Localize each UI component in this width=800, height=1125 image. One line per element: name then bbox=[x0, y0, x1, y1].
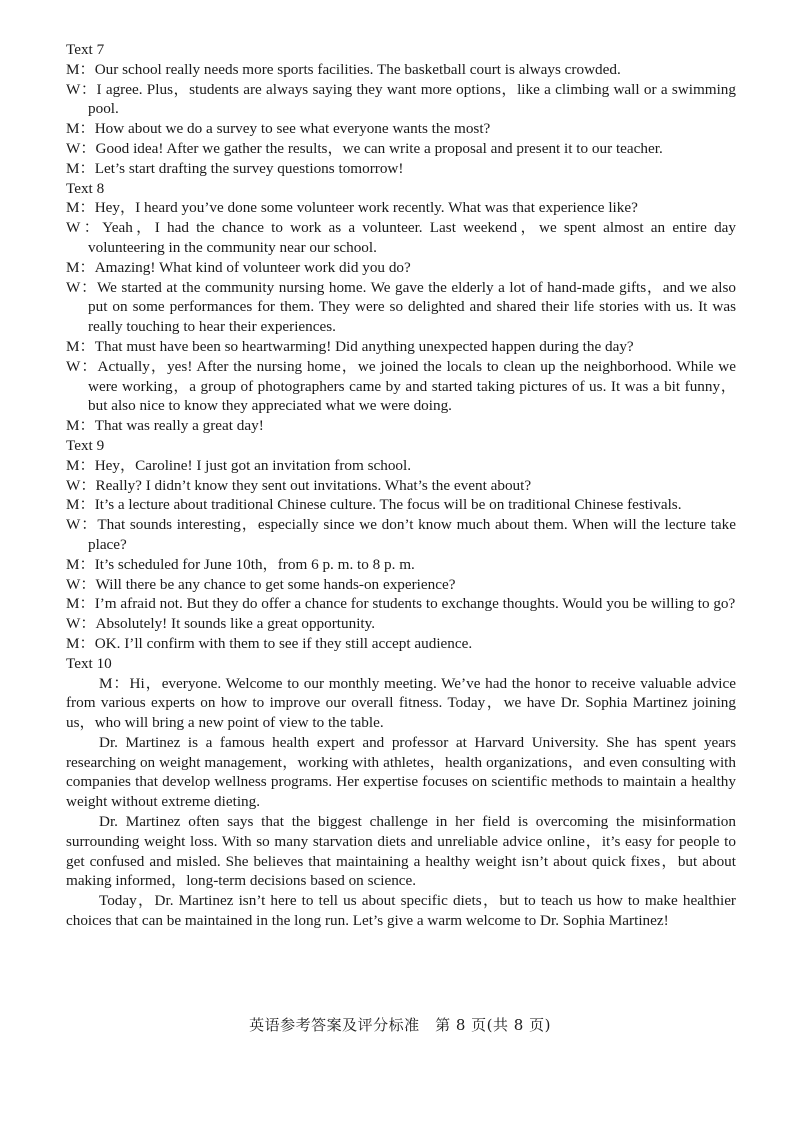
dialogue-line: W：Really? I didn’t know they sent out invitations. What’s the event about? bbox=[66, 476, 532, 494]
dialogue-line: M：It’s a lecture about traditional Chinese culture. The focus will be on traditional Chinese festivals. bbox=[66, 496, 682, 514]
dialogue-line: M：I’m afraid not. But they do offer a chance for students to exchange thoughts. Would you be willing to go? bbox=[66, 595, 736, 613]
dialogue-line: M：OK. I’ll confirm with them to see if they still accept audience. bbox=[66, 634, 473, 652]
dialogue-line: M：How about we do a survey to see what everyone wants the most? bbox=[66, 120, 491, 138]
dialogue-line: M：Amazing! What kind of volunteer work did you do? bbox=[66, 258, 411, 276]
page-footer: 英语参考答案及评分标准 第 8 页(共 8 页) bbox=[249, 1016, 551, 1034]
section-heading: Text 9 bbox=[66, 436, 105, 454]
monologue-paragraph: M：Hi，everyone. Welcome to our monthly meeting. We’ve had the honor to receive valuable advice from various experts on how to improve our overall fitness. Today，we have Dr. Sophia Martinez joining us，who will bring a new point of view to the table. bbox=[66, 674, 736, 732]
document-body bbox=[66, 40, 736, 931]
dialogue-line: M：That must have been so heartwarming! Did anything unexpected happen during the day? bbox=[66, 337, 634, 355]
dialogue-line: W：We started at the community nursing home. We gave the elderly a lot of hand-made gifts，and we also put on some performances for them. They were so delighted and shared their life stories with us. It was really touching to hear their experiences. bbox=[66, 278, 736, 336]
text-10-section bbox=[66, 654, 736, 931]
dialogue-line: M：Hey，I heard you’ve done some volunteer work recently. What was that experience like? bbox=[66, 199, 638, 217]
monologue-paragraph: Today，Dr. Martinez isn’t here to tell us about specific diets，but to teach us how to make healthier choices that can be maintained in the long run. Let’s give a warm welcome to Dr. Sophia Martinez! bbox=[66, 892, 736, 930]
dialogue-line: M：Hey，Caroline! I just got an invitation from school. bbox=[66, 456, 412, 474]
dialogue-line: M：Let’s start drafting the survey questions tomorrow! bbox=[66, 159, 404, 177]
dialogue-line: W：That sounds interesting，especially since we don’t know much about them. When will the lecture take place? bbox=[66, 516, 736, 553]
dialogue-line: M：It’s scheduled for June 10th，from 6 p. m. to 8 p. m. bbox=[66, 555, 415, 573]
section-heading: Text 8 bbox=[66, 179, 105, 197]
dialogue-line: M：That was really a great day! bbox=[66, 417, 264, 435]
dialogue-line: W：Absolutely! It sounds like a great opportunity. bbox=[66, 615, 376, 633]
section-heading: Text 7 bbox=[66, 41, 105, 58]
dialogue-line: W：I agree. Plus，students are always saying they want more options，like a climbing wall or a swimming pool. bbox=[66, 80, 736, 118]
dialogue-line: M：Our school really needs more sports facilities. The basketball court is always crowded. bbox=[66, 60, 621, 78]
dialogue-line: W：Actually，yes! After the nursing home，we joined the locals to clean up the neighborhood. While we were working，a group of photographers came by and started taking pictures of us. It was a bit funny，but also nice to know they appreciated what we were doing. bbox=[66, 357, 736, 415]
text-7-section bbox=[66, 40, 736, 179]
monologue-paragraph: Dr. Martinez is a famous health expert and professor at Harvard University. She has spent years researching on weight management，working with athletes，health organizations，and even consulting with companies that develop wellness programs. Her expertise focuses on scientific methods to maintain a healthy weight without extreme dieting. bbox=[66, 733, 736, 811]
monologue-paragraph: Dr. Martinez often says that the biggest challenge in her field is overcoming the misinformation surrounding weight loss. With so many starvation diets and unreliable advice online，it’s easy for people to get confused and misled. She believes that maintaining a healthy weight isn’t about quick fixes，but about making informed，long-term decisions based on science. bbox=[66, 813, 736, 890]
section-heading: Text 10 bbox=[66, 654, 112, 672]
text-9-section bbox=[66, 436, 736, 654]
dialogue-line: W：Good idea! After we gather the results，we can write a proposal and present it to our teacher. bbox=[66, 139, 663, 157]
dialogue-line: W：Yeah，I had the chance to work as a volunteer. Last weekend，we spent almost an entire day volunteering in the community near our school. bbox=[66, 219, 736, 256]
dialogue-line: W：Will there be any chance to get some hands-on experience? bbox=[66, 575, 456, 593]
text-8-section bbox=[66, 179, 736, 436]
